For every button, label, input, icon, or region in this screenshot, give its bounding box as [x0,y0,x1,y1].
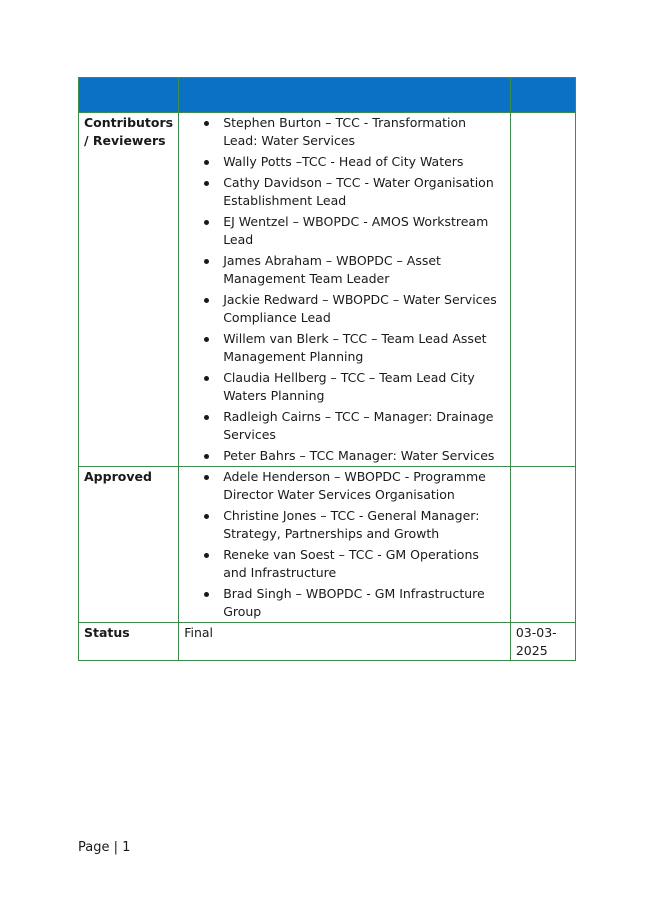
status-date: 03-03-2025 [510,623,575,661]
status-row [79,623,576,661]
list-item [179,213,504,249]
approved-list [179,467,510,622]
list-item-text: James Abraham – WBOPDC – Asset Management Team Leader [223,253,441,286]
contributors-cell [179,113,511,467]
header-cell-main [179,78,511,113]
list-item [179,114,504,150]
list-item-text: Brad Singh – WBOPDC - GM Infrastructure Group [223,586,485,619]
document-control-table [78,77,576,661]
approved-cell [179,467,511,623]
bullet-icon [204,475,209,480]
bullet-icon [204,553,209,558]
contributors-date-cell [510,113,575,467]
list-item [179,369,504,405]
list-item [179,252,504,288]
table-header-row [79,78,576,113]
list-item-text: Radleigh Cairns – TCC – Manager: Drainage Services [223,409,494,442]
approved-date-cell [510,467,575,623]
list-item [179,447,504,465]
contributors-list [179,113,510,466]
contributors-row [79,113,576,467]
list-item-text: Jackie Redward – WBOPDC – Water Services Compliance Lead [223,292,497,325]
header-cell-date [510,78,575,113]
list-item [179,585,504,621]
bullet-icon [204,259,209,264]
list-item [179,507,504,543]
approved-label: Approved [79,467,179,623]
header-cell-label [79,78,179,113]
list-item [179,546,504,582]
bullet-icon [204,160,209,165]
status-value: Final [179,623,511,661]
list-item-text: Peter Bahrs – TCC Manager: Water Services [223,448,495,463]
list-item-text: Wally Potts –TCC - Head of City Waters [223,154,464,169]
list-item-text: Adele Henderson – WBOPDC - Programme Director Water Services Organisation [223,469,486,502]
page-number: Page | 1 [78,840,131,855]
approved-row [79,467,576,623]
bullet-icon [204,514,209,519]
list-item-text: Willem van Blerk – TCC – Team Lead Asset Management Planning [223,331,487,364]
status-label: Status [79,623,179,661]
bullet-icon [204,454,209,459]
list-item-text: Claudia Hellberg – TCC – Team Lead City Waters Planning [223,370,475,403]
list-item [179,330,504,366]
list-item-text: Cathy Davidson – TCC - Water Organisation Establishment Lead [223,175,494,208]
contributors-label: Contributors / Reviewers [79,113,179,467]
list-item-text: EJ Wentzel – WBOPDC - AMOS Workstream Lead [223,214,489,247]
list-item [179,291,504,327]
list-item [179,153,504,171]
bullet-icon [204,415,209,420]
list-item [179,174,504,210]
bullet-icon [204,337,209,342]
bullet-icon [204,181,209,186]
list-item-text: Christine Jones – TCC - General Manager: Strategy, Partnerships and Growth [223,508,480,541]
bullet-icon [204,121,209,126]
bullet-icon [204,592,209,597]
list-item-text: Reneke van Soest – TCC - GM Operations and Infrastructure [223,547,479,580]
bullet-icon [204,220,209,225]
list-item-text: Stephen Burton – TCC - Transformation Lead: Water Services [223,115,467,148]
bullet-icon [204,298,209,303]
list-item [179,468,504,504]
list-item [179,408,504,444]
bullet-icon [204,376,209,381]
